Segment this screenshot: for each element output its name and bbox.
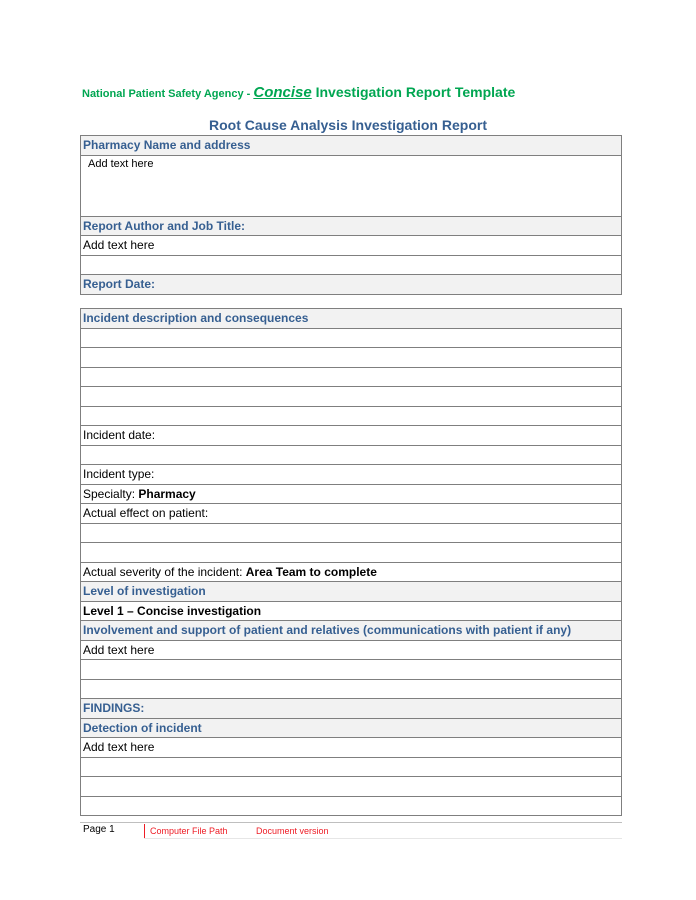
level-label: Level of investigation	[81, 582, 622, 602]
pharmacy-label: Pharmacy Name and address	[81, 136, 622, 156]
report-date-label: Report Date:	[81, 275, 622, 295]
effect-field[interactable]: Actual effect on patient:	[81, 504, 622, 524]
incident-description-field[interactable]	[81, 328, 622, 348]
specialty-label: Specialty:	[83, 486, 139, 501]
specialty-field[interactable]	[81, 484, 622, 504]
file-path: Computer File Path	[150, 826, 228, 836]
blank-field[interactable]	[81, 255, 622, 275]
incident-description-field[interactable]	[81, 367, 622, 387]
severity-label: Actual severity of the incident:	[83, 564, 246, 579]
specialty-value: Pharmacy	[138, 486, 196, 501]
incident-date-field[interactable]: Incident date:	[81, 426, 622, 446]
blank-field[interactable]	[81, 523, 622, 543]
blank-field[interactable]	[81, 679, 622, 699]
incident-description-field[interactable]	[81, 406, 622, 426]
agency-name: National Patient Safety Agency -	[82, 88, 254, 100]
blank-field[interactable]	[81, 445, 622, 465]
author-label: Report Author and Job Title:	[81, 216, 622, 236]
incident-description-field[interactable]	[81, 348, 622, 368]
level-field[interactable]	[81, 601, 622, 621]
incident-table	[80, 308, 622, 816]
footer-separator	[144, 824, 145, 838]
severity-value: Area Team to complete	[245, 564, 377, 579]
report-title: Root Cause Analysis Investigation Report	[209, 117, 487, 133]
blank-field[interactable]	[81, 796, 622, 816]
findings-label: FINDINGS:	[81, 699, 622, 719]
incident-description-label: Incident description and consequences	[81, 309, 622, 329]
severity-field[interactable]	[81, 562, 622, 582]
blank-field[interactable]	[81, 777, 622, 797]
author-field[interactable]: Add text here	[81, 236, 622, 256]
template-name: Investigation Report Template	[311, 84, 516, 100]
blank-field[interactable]	[81, 660, 622, 680]
detection-label: Detection of incident	[81, 718, 622, 738]
footer-divider	[80, 822, 622, 823]
involvement-label: Involvement and support of patient and relatives (communications with patient if any)	[81, 621, 622, 641]
pharmacy-field[interactable]: Add text here	[81, 155, 622, 216]
page-number: Page 1	[83, 824, 115, 835]
involvement-field[interactable]: Add text here	[81, 640, 622, 660]
detection-field[interactable]: Add text here	[81, 738, 622, 758]
incident-type-field[interactable]: Incident type:	[81, 465, 622, 485]
blank-field[interactable]	[81, 757, 622, 777]
blank-field[interactable]	[81, 543, 622, 563]
report-details-table	[80, 135, 622, 295]
level-value: Level 1 – Concise investigation	[83, 603, 262, 618]
document-version: Document version	[256, 826, 329, 836]
incident-description-field[interactable]	[81, 387, 622, 407]
concise-word: Concise	[253, 84, 312, 101]
template-title	[82, 84, 515, 102]
footer-underline	[144, 838, 622, 839]
